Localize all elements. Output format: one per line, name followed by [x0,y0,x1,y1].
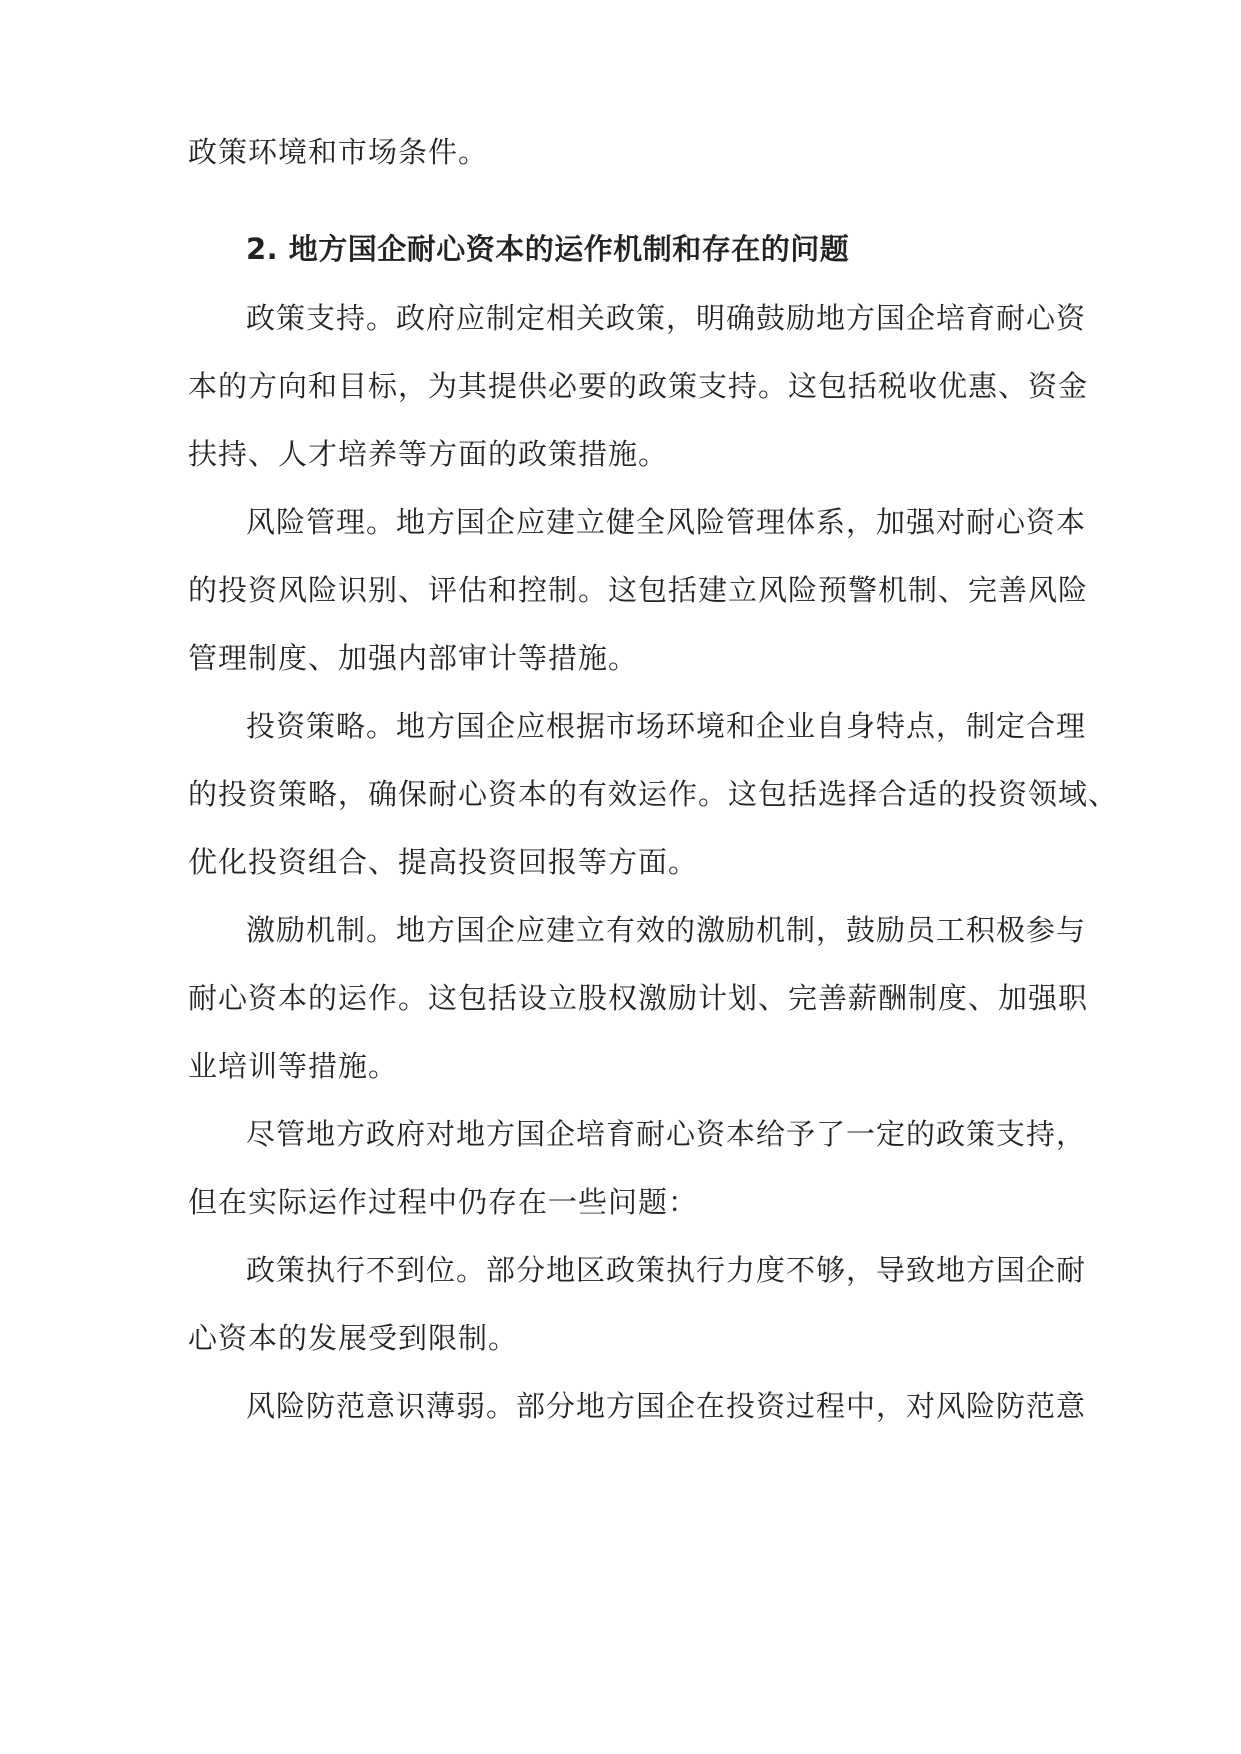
paragraph-line: 扶持、人才培养等方面的政策措施。 [188,437,669,471]
paragraph-line: 风险防范意识薄弱。部分地方国企在投资过程中，对风险防范意 [246,1389,1087,1423]
paragraph-line: 的投资风险识别、评估和控制。这包括建立风险预警机制、完善风险 [188,573,1089,607]
paragraph-line: 政策执行不到位。部分地区政策执行力度不够，导致地方国企耐 [246,1253,1087,1287]
paragraph-line: 管理制度、加强内部审计等措施。 [188,641,639,675]
paragraph-line: 但在实际运作过程中仍存在一些问题： [188,1185,699,1219]
paragraph-line: 本的方向和目标，为其提供必要的政策支持。这包括税收优惠、资金 [188,369,1089,403]
paragraph-line: 尽管地方政府对地方国企培育耐心资本给予了一定的政策支持， [246,1117,1087,1151]
paragraph-line: 风险管理。地方国企应建立健全风险管理体系，加强对耐心资本 [246,505,1087,539]
paragraph-line: 耐心资本的运作。这包括设立股权激励计划、完善薪酬制度、加强职 [188,981,1089,1015]
paragraph-line: 激励机制。地方国企应建立有效的激励机制，鼓励员工积极参与 [246,913,1087,947]
paragraph-line: 政策环境和市场条件。 [188,135,489,169]
paragraph-line: 投资策略。地方国企应根据市场环境和企业自身特点，制定合理 [246,709,1087,743]
section-heading: 2. 地方国企耐心资本的运作机制和存在的问题 [246,232,850,266]
paragraph-line: 业培训等措施。 [188,1049,399,1083]
paragraph-line: 优化投资组合、提高投资回报等方面。 [188,845,699,879]
paragraph-line: 的投资策略，确保耐心资本的有效运作。这包括选择合适的投资领域、 [188,777,1119,811]
paragraph-line: 心资本的发展受到限制。 [188,1321,519,1355]
paragraph-line: 政策支持。政府应制定相关政策，明确鼓励地方国企培育耐心资 [246,301,1087,335]
